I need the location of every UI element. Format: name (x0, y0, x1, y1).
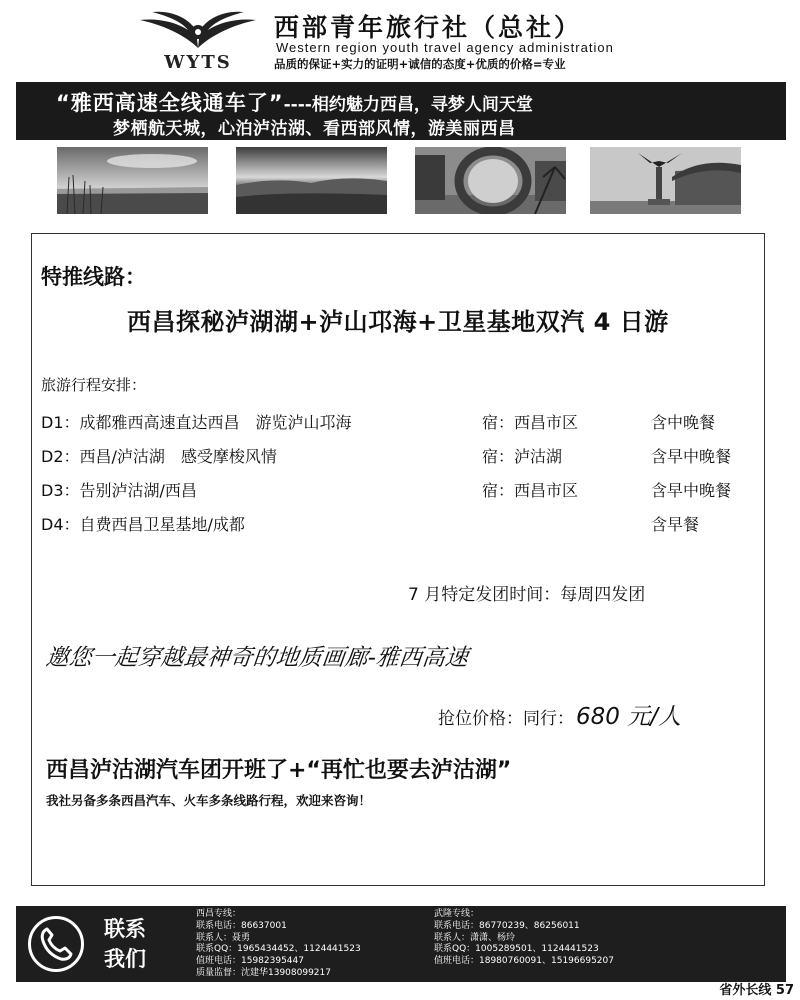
contact-line: 质量监督：沈建华13908099217 (196, 967, 331, 978)
itinerary-row-d3 (32, 478, 766, 504)
contact-us-label (104, 914, 164, 974)
itinerary-stay: 宿：西昌市区 (482, 481, 579, 500)
banner-title: “雅西高速全线通车了” (56, 91, 284, 115)
contact-line: 联系QQ：1965434452、1124441523 (196, 944, 361, 955)
route-title: 西昌探秘泸湖湖+泸山邛海+卫星基地双汽 4 日游 (127, 308, 669, 336)
itinerary-day: D3：告别泸沽湖/西昌 (41, 481, 197, 500)
page-footer: 省外长线 57 (719, 983, 794, 998)
banner-tagline: ----相约魅力西昌，寻梦人间天堂 (283, 95, 533, 115)
agency-slogan: 品质的保证+实力的证明+诚信的态度+优质的价格=专业 (274, 57, 566, 71)
contact-line: 值班电话：18980760091、15196695207 (434, 956, 614, 967)
itinerary-stay: 宿：泸沽湖 (482, 447, 563, 466)
bus-tour-title: 西昌泸沽湖汽车团开班了+“再忙也要去泸沽湖” (46, 758, 512, 783)
itinerary-meals: 含中晚餐 (651, 413, 716, 432)
sunset-mountains-photo (236, 147, 387, 214)
itinerary-meals: 含早餐 (651, 515, 700, 534)
price-line (438, 698, 681, 731)
grassland-photo (57, 147, 208, 214)
contact-line: 联系QQ：1005289501、1124441523 (434, 944, 599, 955)
contact-line: 武隆专线： (434, 909, 480, 919)
xichang-contacts (196, 909, 361, 980)
contact-line: 值班电话：15982395447 (196, 956, 304, 967)
agency-name: 西部青年旅行社（总社） (274, 13, 583, 42)
contact-label-line2: 我们 (104, 946, 146, 971)
agency-logo (138, 8, 258, 72)
itinerary-day: D1：成都雅西高速直达西昌 游览泸山邛海 (41, 413, 352, 432)
itinerary-heading: 旅游行程安排： (41, 376, 147, 394)
header (0, 0, 800, 80)
route-box (31, 233, 765, 886)
contact-line: 联系人：潇潇、杨玲 (434, 932, 516, 943)
logo-text: WYTS (164, 52, 232, 73)
itinerary-day: D2：西昌/泸沽湖 感受摩梭风情 (41, 447, 277, 466)
contact-line: 联系电话：86637001 (196, 920, 287, 931)
itinerary-meals: 含早中晚餐 (651, 447, 732, 466)
invitation-text: 邀您一起穿越最神奇的地质画廊-雅西高速 (44, 645, 470, 671)
itinerary-row-d2 (32, 444, 766, 470)
eagle-statue-photo (590, 147, 741, 214)
eagle-wings-icon (138, 8, 258, 54)
itinerary-stay: 宿：西昌市区 (482, 413, 579, 432)
contact-footer (16, 906, 786, 982)
wulong-contacts (434, 909, 614, 968)
recommended-heading: 特推线路： (41, 265, 146, 289)
itinerary-meals: 含早中晚餐 (651, 481, 732, 500)
ring-sculpture-photo (415, 147, 566, 214)
price-label: 抢位价格：同行： (438, 709, 574, 729)
price-value: 680 元/人 (576, 704, 681, 730)
agency-english-name: Western region youth travel agency administration (276, 40, 614, 55)
photo-strip (0, 147, 800, 215)
promo-banner (16, 82, 786, 140)
itinerary-row-d1 (32, 410, 766, 436)
phone-icon (28, 916, 84, 972)
banner-headline (56, 87, 533, 117)
banner-subline: 梦栖航天城，心泊泸沽湖、看西部风情，游美丽西昌 (113, 119, 516, 139)
contact-line: 联系电话：86770239、86256011 (434, 920, 580, 931)
bus-tour-note: 我社另备多条西昌汽车、火车多条线路行程，欢迎来咨询！ (46, 793, 372, 808)
contact-label-line1: 联系 (104, 916, 146, 941)
itinerary-day: D4：自费西昌卫星基地/成都 (41, 515, 245, 534)
itinerary-row-d4 (32, 512, 766, 538)
departure-schedule: 7 月特定发团时间：每周四发团 (408, 585, 646, 605)
contact-line: 联系人：聂勇 (196, 932, 251, 943)
contact-line: 西昌专线： (196, 909, 242, 919)
